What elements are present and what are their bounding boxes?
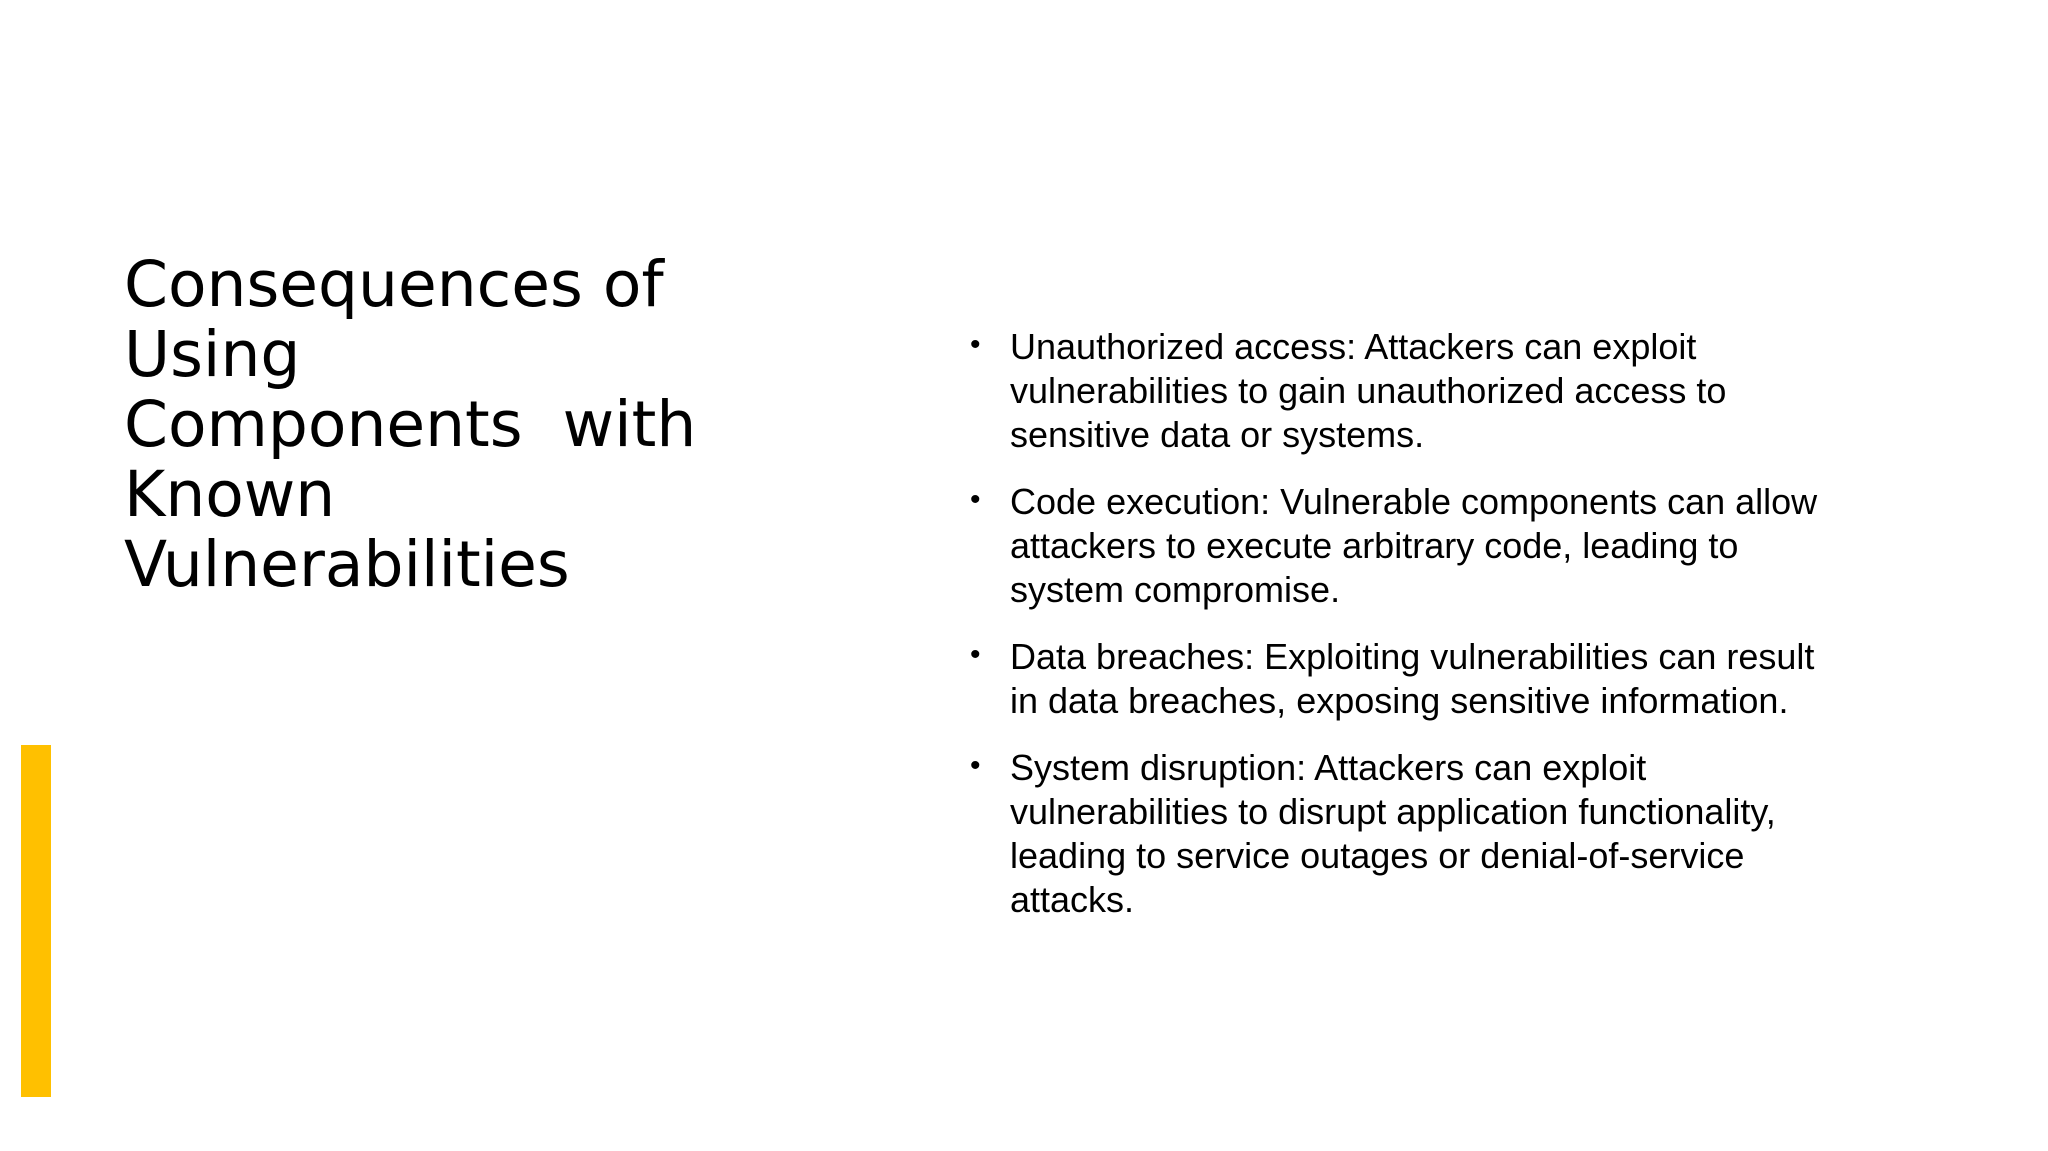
slide-title — [124, 250, 764, 600]
title-line: Components with — [124, 388, 697, 461]
bullet-line: attacks. — [1010, 879, 1135, 920]
bullet-icon: • — [970, 483, 981, 516]
bullet-line: in data breaches, exposing sensitive information. — [1010, 680, 1789, 721]
bullet-line: vulnerabilities to disrupt application functionality, — [1010, 791, 1776, 832]
title-line: Known — [124, 458, 336, 531]
bullet-line: Code execution: Vulnerable components can allow — [1010, 481, 1818, 522]
bullet-line: Unauthorized access: Attackers can exploit — [1010, 326, 1697, 367]
title-line: Using — [124, 318, 301, 391]
bullet-unauthorized-access — [968, 325, 1868, 457]
title-line: Vulnerabilities — [124, 528, 570, 601]
bullet-system-disruption — [968, 746, 1868, 922]
bullet-data-breaches — [968, 635, 1868, 723]
bullet-line: System disruption: Attackers can exploit — [1010, 747, 1647, 788]
bullet-line: Data breaches: Exploiting vulnerabilities can result — [1010, 636, 1815, 677]
bullet-line: leading to service outages or denial-of-service — [1010, 835, 1745, 876]
bullet-line: system compromise. — [1010, 569, 1341, 610]
bullet-icon: • — [970, 638, 981, 671]
accent-bar — [21, 745, 51, 1097]
bullet-code-execution — [968, 480, 1868, 612]
title-line: Consequences of — [124, 248, 664, 321]
bullet-line: vulnerabilities to gain unauthorized access to — [1010, 370, 1727, 411]
bullet-line: attackers to execute arbitrary code, leading to — [1010, 525, 1739, 566]
bullet-icon: • — [970, 328, 981, 361]
bullet-line: sensitive data or systems. — [1010, 414, 1425, 455]
bullet-icon: • — [970, 749, 981, 782]
bullet-list — [968, 325, 1868, 945]
